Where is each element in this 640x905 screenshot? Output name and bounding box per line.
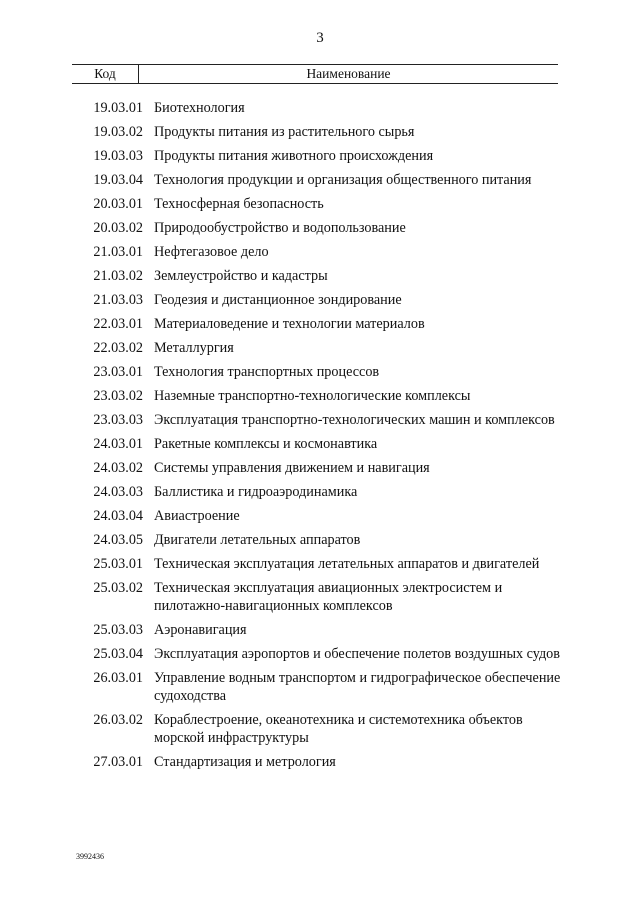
row-name: Двигатели летательных аппаратов [154,532,361,548]
row-code: 21.03.03 [93,292,143,308]
row-name: Наземные транспортно-технологические комплексы [154,388,471,404]
row-name: Авиастроение [154,508,240,524]
table-row [72,339,562,357]
table-row [72,363,562,381]
row-name: Системы управления движением и навигация [154,460,430,476]
row-code: 22.03.01 [93,316,143,332]
table-row [72,315,562,333]
table-row [72,435,562,453]
row-code: 25.03.03 [93,622,143,638]
row-code: 26.03.02 [93,712,143,728]
row-name: Технология транспортных процессов [154,364,380,380]
row-code: 20.03.01 [93,196,143,212]
table-row [72,387,562,405]
table-header [72,64,558,84]
row-name: Управление водным транспортом и гидрографическое обеспечение судоходства [154,670,561,704]
row-name: Аэронавигация [154,622,247,638]
row-name: Кораблестроение, океанотехника и системотехника объектов морской инфраструктуры [154,712,523,746]
page-number: 3 [316,30,324,46]
row-name: Нефтегазовое дело [154,244,269,260]
table-row [72,711,562,747]
row-name: Ракетные комплексы и космонавтика [154,436,378,452]
row-code: 20.03.02 [93,220,143,236]
row-name: Технология продукции и организация общественного питания [154,172,532,188]
table-row [72,411,562,429]
table-row [72,753,562,771]
row-code: 22.03.02 [93,340,143,356]
row-code: 19.03.01 [93,100,143,116]
row-code: 25.03.01 [93,556,143,572]
table-row [72,531,562,549]
row-code: 23.03.02 [93,388,143,404]
table-row [72,267,562,285]
table-row [72,147,562,165]
row-name: Биотехнология [154,100,245,116]
table-row [72,555,562,573]
table-row [72,195,562,213]
row-code: 24.03.02 [93,460,143,476]
row-code: 24.03.05 [93,532,143,548]
row-code: 27.03.01 [93,754,143,770]
table-row [72,243,562,261]
row-code: 24.03.03 [93,484,143,500]
table-row [72,123,562,141]
table-row [72,579,562,615]
row-name: Землеустройство и кадастры [154,268,328,284]
row-code: 23.03.03 [93,412,143,428]
table-row [72,669,562,705]
table-row [72,483,562,501]
header-name: Наименование [306,66,391,81]
row-name: Металлургия [154,340,234,356]
table-row [72,219,562,237]
row-name: Природообустройство и водопользование [154,220,406,236]
row-name: Баллистика и гидроаэродинамика [154,484,358,500]
row-name: Техническая эксплуатация авиационных электросистем и пилотажно-навигационных комплексов [154,580,503,614]
row-name: Продукты питания из растительного сырья [154,124,415,140]
row-name: Продукты питания животного происхождения [154,148,434,164]
table-row [72,621,562,639]
row-code: 26.03.01 [93,670,143,686]
row-code: 24.03.01 [93,436,143,452]
table-body [72,99,562,777]
row-name: Стандартизация и метрология [154,754,336,770]
row-name: Материаловедение и технологии материалов [154,316,425,332]
row-code: 21.03.01 [93,244,143,260]
row-code: 25.03.02 [93,580,143,596]
row-name: Техническая эксплуатация летательных аппаратов и двигателей [154,556,540,572]
row-name: Техносферная безопасность [154,196,324,212]
row-code: 21.03.02 [93,268,143,284]
row-code: 19.03.04 [93,172,143,188]
row-name: Эксплуатация транспортно-технологических машин и комплексов [154,412,555,428]
table-row [72,291,562,309]
row-name: Эксплуатация аэропортов и обеспечение полетов воздушных судов [154,646,560,662]
row-code: 19.03.03 [93,148,143,164]
table-row [72,645,562,663]
header-code: Код [94,66,116,81]
row-code: 24.03.04 [93,508,143,524]
table-row [72,507,562,525]
document-id: 3992436 [76,852,104,861]
table-row [72,171,562,189]
row-name: Геодезия и дистанционное зондирование [154,292,402,308]
table-row [72,459,562,477]
row-code: 25.03.04 [93,646,143,662]
row-code: 19.03.02 [93,124,143,140]
table-row [72,99,562,117]
row-code: 23.03.01 [93,364,143,380]
